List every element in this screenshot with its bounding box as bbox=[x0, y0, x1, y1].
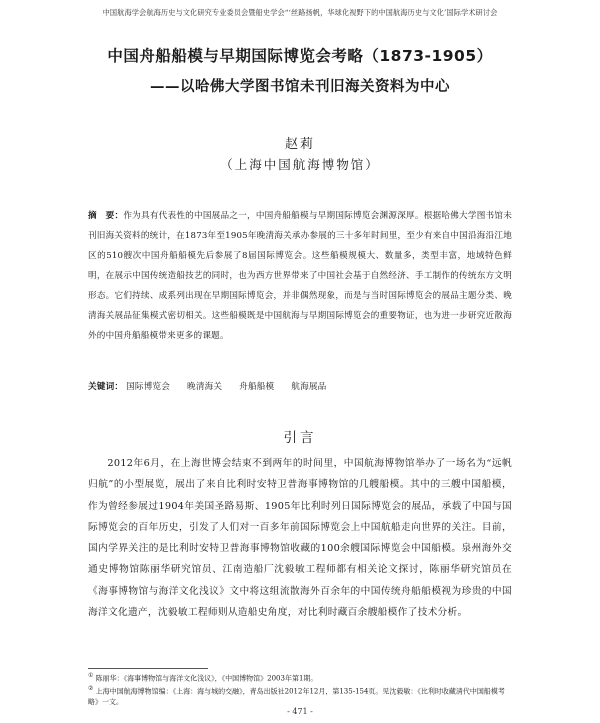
abstract-text: 作为具有代表性的中国展品之一，中国舟船船模与早期国际博览会渊源深厚。根据哈佛大学图书馆未刊旧海关资料的统计，在1873年至1905年晚清海关承办参展的三十多年时间里，至少有来自中国沿海沿江地区的510艘次中国舟船船模先后参展了8届国际博览会。这些船模规模大、数量多，类型丰富，地域特色鲜明，在展示中国传统造船技艺的同时，也为西方世界带来了中国社会基于自然经济、手工制作的传统东方文明形态。它们持续、成系列出现在早期国际博览会，并非偶然现象，而是与当时国际博览会的展品主题分类、晚清海关展品征集模式密切相关。这些船模既是中国航海与早期国际博览会的重要物证，也为进一步研究近散海外的中国舟船船模带来更多的课题。 bbox=[88, 211, 512, 341]
footnote bbox=[88, 671, 512, 684]
keyword: 舟船船模 bbox=[239, 382, 275, 392]
keyword: 国际博览会 bbox=[126, 382, 171, 392]
author-name: 赵莉 bbox=[284, 137, 315, 152]
keyword: 航海展品 bbox=[291, 382, 327, 392]
footnotes bbox=[88, 671, 512, 707]
running-header: 中国航海学会航海历史与文化研究专业委员会暨船史学会“‘丝路扬帆，华球化视野下的中国航海历史与文化’国际学术研讨会 bbox=[102, 8, 498, 17]
footnote-mark: ① bbox=[88, 672, 94, 679]
footnote bbox=[88, 684, 512, 707]
abstract-label: 摘 要： bbox=[88, 211, 124, 221]
paper-subtitle: ——以哈佛大学图书馆未刊旧海关资料为中心 bbox=[150, 79, 450, 95]
footnote-text: 陈丽华：《海事博物馆与海洋文化浅议》，《中国博物馆》2003年第1期。 bbox=[95, 674, 318, 683]
footnote-mark: ② bbox=[88, 684, 94, 692]
abstract bbox=[88, 206, 512, 346]
page-number: - 471 - bbox=[287, 707, 313, 716]
body-paragraph: 2012年6月，在上海世博会结束不到两年的时间里，中国航海博物馆举办了一场名为“远帆归航”的小型展览，展出了来自比利时安特卫普海事博物馆的几艘船模。其中的三艘中国船模，作为曾经参展过1904年美国圣路易斯、1905年比利时列日国际博览会的展品，承载了中国与国际博览会的百年历史，引发了人们对一百多年前国际博览会上中国航船走向世界的关注。目前，国内学界关注的是比利时安特卫普海事博物馆收藏的100余艘国际博览会中国船模。泉州海外交通史博物馆陈丽华研究馆员、江南造船厂沈毅敏工程师都有相关论文探讨，陈丽华研究馆员在《海事博物馆与海洋文化浅议》文中将这组流散海外百余年的中国传统舟船船模视为珍贵的中国海洋文化遗产，沈毅敏工程师则从造船史角度，对比利时藏百余艘船模作了技术分析。 bbox=[88, 458, 512, 619]
footnote-divider bbox=[88, 668, 208, 669]
keyword: 晚清海关 bbox=[187, 382, 223, 392]
paper-title: 中国舟船船模与早期国际博览会考略（1873-1905） bbox=[107, 47, 493, 65]
keywords bbox=[88, 380, 512, 392]
section-title: 引言 bbox=[283, 430, 317, 446]
keywords-label: 关键词： bbox=[88, 382, 124, 392]
author-affiliation: （上海中国航海博物馆） bbox=[220, 157, 380, 172]
footnote-text: 上海中国航海博物馆编：《上海：海与城的交融》，青岛出版社2012年12月，第135-154页。见沈毅敏：《比利时收藏清代中国船模考略》一文。 bbox=[88, 687, 505, 706]
